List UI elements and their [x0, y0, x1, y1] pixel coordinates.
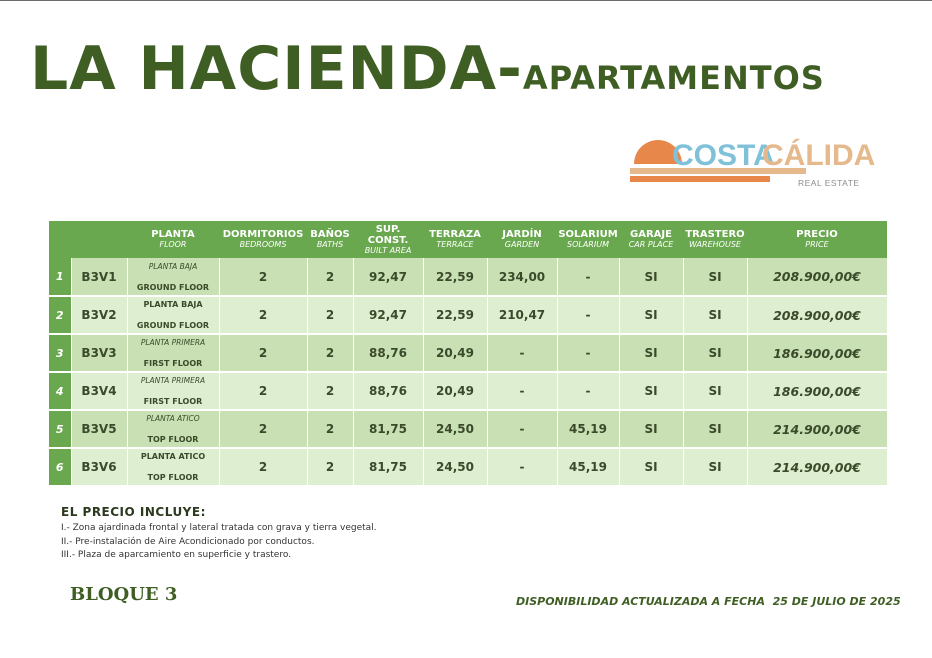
header-precio-label: PRECIO	[796, 229, 838, 240]
includes-item: II.- Pre-instalación de Aire Acondicionado por conductos.	[61, 536, 315, 547]
header-dormitorios	[219, 221, 307, 258]
includes-item: I.- Zona ajardinada frontal y lateral tratada con grava y tierra vegetal.	[61, 523, 377, 533]
floor-en: TOP FLOOR	[147, 435, 199, 444]
includes-item: III.- Plaza de aparcamiento en superficie y trastero.	[61, 550, 292, 560]
header-banos-sub: BATHS	[316, 240, 344, 249]
header-planta-sub: FLOOR	[159, 240, 187, 249]
row-num: 6	[49, 448, 71, 486]
unit-code: B3V6	[71, 448, 127, 486]
header-terraza-label: TERRAZA	[429, 229, 481, 240]
floor-es: PLANTA BAJA	[143, 300, 203, 309]
costa-calida-logo	[628, 124, 876, 194]
header-sup-label1: SUP.	[375, 223, 401, 235]
floor-cell	[127, 296, 219, 334]
title-main: LA HACIENDA-	[30, 34, 523, 104]
header-precio-sub: PRICE	[805, 240, 829, 249]
garage-cell: SI	[619, 372, 683, 410]
storage-cell: SI	[683, 296, 747, 334]
header-banos	[307, 221, 353, 258]
built-area-cell: 81,75	[353, 448, 423, 486]
floor-cell	[127, 334, 219, 372]
logo-brand-a: COSTA	[672, 139, 775, 172]
header-trastero-sub: WAREHOUSE	[689, 240, 741, 249]
built-area-cell: 92,47	[353, 296, 423, 334]
terrace-cell: 22,59	[423, 258, 487, 296]
floor-en: GROUND FLOOR	[136, 321, 210, 330]
header-solarium-sub: SOLARIUM	[567, 240, 609, 249]
bedrooms-cell: 2	[219, 258, 307, 296]
row-num: 2	[49, 296, 71, 334]
floor-es: PLANTA PRIMERA	[140, 376, 206, 385]
row-num: 1	[49, 258, 71, 296]
table-row	[49, 372, 887, 410]
row-num: 5	[49, 410, 71, 448]
table-row	[49, 334, 887, 372]
unit-code: B3V5	[71, 410, 127, 448]
header-solarium-label: SOLARIUM	[558, 229, 618, 240]
storage-cell: SI	[683, 448, 747, 486]
row-num: 4	[49, 372, 71, 410]
garden-cell: 210,47	[487, 296, 557, 334]
bedrooms-cell: 2	[219, 448, 307, 486]
price-cell: 186.900,00€	[747, 334, 887, 372]
block-label: BLOQUE 3	[70, 584, 178, 605]
solarium-cell: -	[557, 372, 619, 410]
unit-code: B3V1	[71, 258, 127, 296]
header-terraza-sub: TERRACE	[436, 240, 474, 249]
terrace-cell: 22,59	[423, 296, 487, 334]
header-solarium	[557, 221, 619, 258]
baths-cell: 2	[307, 258, 353, 296]
header-trastero	[683, 221, 747, 258]
terrace-cell: 24,50	[423, 448, 487, 486]
unit-code: B3V2	[71, 296, 127, 334]
floor-es: PLANTA ATICO	[140, 452, 206, 461]
built-area-cell: 81,75	[353, 410, 423, 448]
page-title	[30, 34, 825, 104]
floor-cell	[127, 372, 219, 410]
garage-cell: SI	[619, 296, 683, 334]
garage-cell: SI	[619, 448, 683, 486]
solarium-cell: -	[557, 334, 619, 372]
header-dormitorios-sub: BEDROOMS	[239, 240, 287, 249]
garden-cell: -	[487, 372, 557, 410]
header-jardin-label: JARDÍN	[502, 229, 542, 240]
baths-cell: 2	[307, 410, 353, 448]
bedrooms-cell: 2	[219, 410, 307, 448]
table-row	[49, 448, 887, 486]
table-row	[49, 258, 887, 296]
price-cell: 186.900,00€	[747, 372, 887, 410]
price-cell: 214.900,00€	[747, 410, 887, 448]
garden-cell: -	[487, 448, 557, 486]
garage-cell: SI	[619, 258, 683, 296]
header-jardin-sub: GARDEN	[504, 240, 540, 249]
storage-cell: SI	[683, 410, 747, 448]
header-code	[71, 221, 127, 258]
baths-cell: 2	[307, 296, 353, 334]
solarium-cell: 45,19	[557, 448, 619, 486]
floor-en: GROUND FLOOR	[136, 282, 210, 292]
price-cell: 208.900,00€	[747, 296, 887, 334]
header-sup-label2: CONST.	[367, 234, 409, 246]
header-precio	[747, 221, 887, 258]
terrace-cell: 24,50	[423, 410, 487, 448]
bedrooms-cell: 2	[219, 334, 307, 372]
title-sub: APARTAMENTOS	[522, 59, 825, 97]
baths-cell: 2	[307, 372, 353, 410]
header-banos-label: BAÑOS	[310, 229, 350, 240]
built-area-cell: 88,76	[353, 372, 423, 410]
garden-cell: -	[487, 334, 557, 372]
unit-code: B3V4	[71, 372, 127, 410]
table-row	[49, 296, 887, 334]
floor-en: FIRST FLOOR	[143, 359, 203, 368]
floor-es: PLANTA PRIMERA	[140, 338, 206, 347]
table-row	[49, 410, 887, 448]
baths-cell: 2	[307, 448, 353, 486]
floor-cell	[127, 258, 219, 296]
storage-cell: SI	[683, 334, 747, 372]
solarium-cell: -	[557, 258, 619, 296]
header-garaje-label: GARAJE	[630, 229, 672, 240]
garage-cell: SI	[619, 334, 683, 372]
logo-brand-b: CÁLIDA	[762, 139, 876, 172]
solarium-cell: 45,19	[557, 410, 619, 448]
terrace-cell: 20,49	[423, 334, 487, 372]
storage-cell: SI	[683, 372, 747, 410]
floor-es: PLANTA BAJA	[148, 261, 198, 271]
floor-es: PLANTA ATICO	[146, 414, 200, 423]
header-planta-label: PLANTA	[151, 229, 195, 240]
header-sup-sub: BUILT AREA	[364, 245, 412, 255]
floor-en: FIRST FLOOR	[143, 397, 203, 406]
includes-heading: EL PRECIO INCLUYE:	[61, 505, 206, 519]
header-terraza	[423, 221, 487, 258]
availability-date: DISPONIBILIDAD ACTUALIZADA A FECHA 25 DE JULIO DE 2025	[516, 595, 901, 608]
header-garaje-sub: CAR PLACE	[628, 240, 674, 249]
header-planta	[127, 221, 219, 258]
price-cell: 208.900,00€	[747, 258, 887, 296]
floor-cell	[127, 448, 219, 486]
built-area-cell: 88,76	[353, 334, 423, 372]
header-sup	[353, 221, 423, 258]
floor-en: TOP FLOOR	[147, 473, 199, 482]
top-rule	[0, 0, 932, 1]
header-dormitorios-label: DORMITORIOS	[222, 229, 304, 240]
price-includes	[61, 505, 377, 563]
bedrooms-cell: 2	[219, 372, 307, 410]
header-trastero-label: TRASTERO	[685, 229, 745, 240]
header-jardin	[487, 221, 557, 258]
header-garaje	[619, 221, 683, 258]
floor-cell	[127, 410, 219, 448]
availability-table	[49, 221, 888, 487]
built-area-cell: 92,47	[353, 258, 423, 296]
garage-cell: SI	[619, 410, 683, 448]
storage-cell: SI	[683, 258, 747, 296]
price-cell: 214.900,00€	[747, 448, 887, 486]
garden-cell: -	[487, 410, 557, 448]
bedrooms-cell: 2	[219, 296, 307, 334]
table-header-row	[49, 221, 887, 258]
header-num	[49, 221, 71, 258]
solarium-cell: -	[557, 296, 619, 334]
unit-code: B3V3	[71, 334, 127, 372]
logo-tagline: REAL ESTATE	[798, 178, 860, 188]
row-num: 3	[49, 334, 71, 372]
terrace-cell: 20,49	[423, 372, 487, 410]
garden-cell: 234,00	[487, 258, 557, 296]
baths-cell: 2	[307, 334, 353, 372]
